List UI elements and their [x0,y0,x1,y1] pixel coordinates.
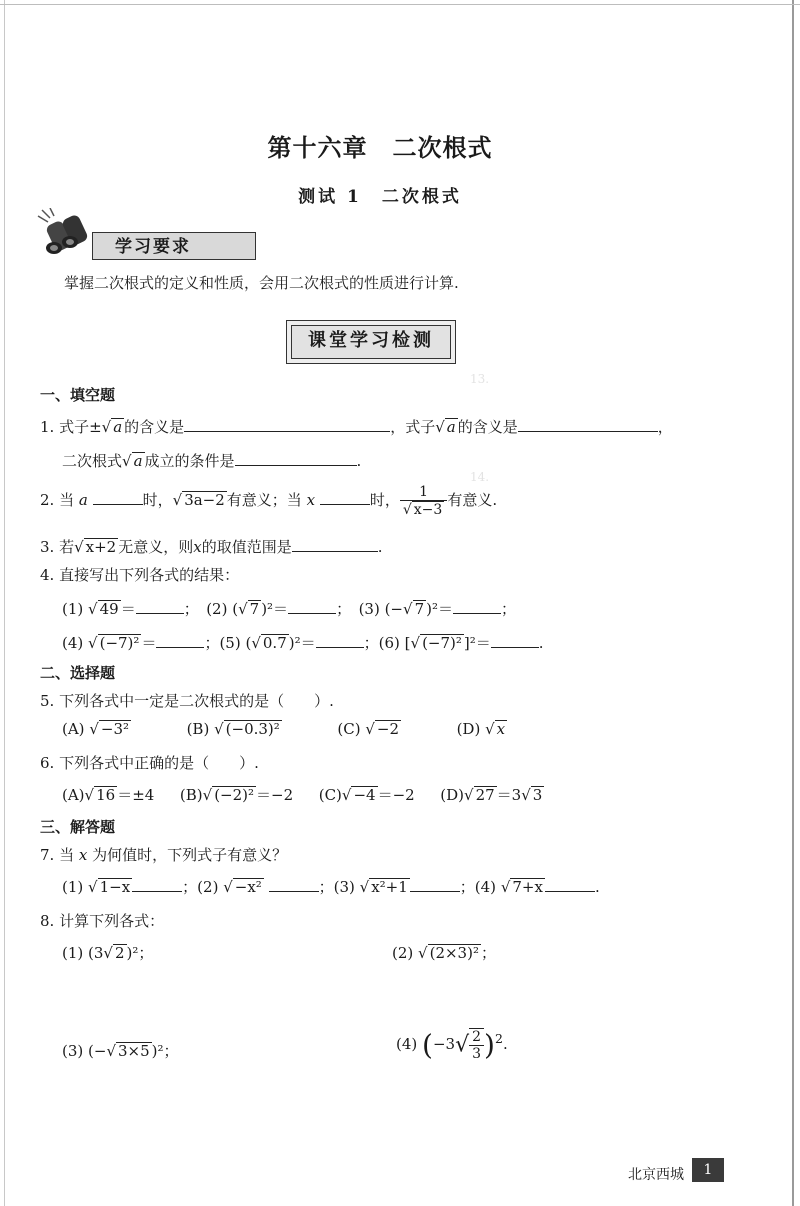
q8-text: )²； [126,944,154,962]
requirements-label: 学习要求 [92,232,256,260]
q6-option-c[interactable] [319,786,415,804]
option-label: (B) [179,786,203,804]
q2-text: 有意义；当 [226,491,302,509]
sqrt-icon: √ [202,786,213,804]
question-8-part-1 [62,942,153,963]
sqrt-icon: √ [418,944,428,962]
q5-option-c[interactable] [337,720,401,738]
q2-text: 有意义. [447,491,498,509]
q3-text: 3. 若 [40,538,75,556]
section-fill-blank: 一、填空题 [40,386,116,404]
bleed-through-mark: 14. [470,470,490,484]
option-radicand: (−0.3)² [225,720,280,738]
sqrt-icon: √ [84,786,95,804]
question-1-cont [62,450,361,471]
question-4: 4. 直接写出下列各式的结果： [40,566,240,584]
bleed-through-mark: 13. [470,372,490,386]
answer-blank[interactable] [545,877,595,892]
q7-radicand: 1−x [99,878,131,896]
option-label: (D) [456,720,481,738]
answer-blank[interactable] [491,633,539,648]
answer-blank[interactable] [288,599,336,614]
q8-radicand: 2 [114,944,125,962]
q4-part-label: (1) [62,600,84,618]
sqrt-icon: √ [88,634,98,652]
sqrt-icon: √ [359,878,370,896]
q7-var: x [78,846,88,864]
q4-radicand: 7 [414,600,425,618]
sqrt-icon: √ [455,1032,470,1058]
fraction-denominator: 3 [472,1046,482,1062]
fraction-denominator: x−3 [413,502,443,518]
sqrt-icon: √ [251,634,261,652]
option-radicand: 27 [475,786,495,804]
answer-blank[interactable] [184,417,390,432]
q4-part-label: ；(6) [ [363,634,411,652]
q7-radicand: −x² [234,878,262,896]
sqrt-icon: √ [464,786,474,804]
sqrt-icon: √ [341,786,352,804]
option-text: ＝−2 [377,786,415,804]
q8-part-label: (4) [396,1035,418,1053]
q4-part-label: ； (2) ( [183,600,239,618]
q5-option-b[interactable] [187,720,282,738]
sqrt-icon: √ [89,720,99,738]
q4-radicand: 7 [249,600,260,618]
q1-text: 的含义是 [457,418,518,436]
answer-blank[interactable] [292,537,378,552]
option-text: ＝±4 [117,786,155,804]
q7-radicand: x²+1 [371,878,408,896]
answer-blank[interactable] [410,877,460,892]
q7-text: . [594,878,600,896]
answer-blank[interactable] [235,451,357,466]
q4-text: . [538,634,544,652]
q4-text: ]²＝ [463,634,491,652]
q8-part-label: (1) (3 [62,944,104,962]
sqrt-icon: √ [103,944,113,962]
answer-blank[interactable] [132,877,182,892]
option-label: (A) [62,720,85,738]
q2-text: 时， [369,491,400,509]
sqrt-icon: √ [223,878,233,896]
q2-text: 时， [142,491,173,509]
answer-blank[interactable] [269,877,319,892]
q1b-text: 成立的条件是 [144,452,235,470]
q7-part-label: ；(2) [182,878,219,896]
q4-radicand: 49 [99,600,119,618]
q8-text: −3 [432,1035,456,1053]
sqrt-icon: √ [485,720,495,738]
q8-text: . [502,1035,508,1053]
q1-radicand: a [446,418,456,436]
q1-text: 的含义是 [124,418,185,436]
q6-option-b[interactable] [180,786,293,804]
q4-text: )²＝ [261,600,289,618]
q4-text: )²＝ [288,634,316,652]
q8-text: ； [480,944,496,962]
sqrt-icon: √ [172,491,183,509]
q1-text: 1. 式子± [40,418,102,436]
sqrt-icon: √ [101,418,112,436]
option-text: ＝−2 [256,786,294,804]
answer-blank[interactable] [93,490,143,505]
q3-var: x [193,538,202,556]
q7-part-label: ；(3) [318,878,355,896]
answer-blank[interactable] [320,490,370,505]
q6-option-a[interactable] [62,786,154,804]
option-radicand: (−2)² [214,786,255,804]
sqrt-icon: √ [214,720,224,738]
sqrt-icon: √ [403,600,413,618]
question-7 [40,844,287,865]
page-edge-left [4,0,5,1206]
q7-part-label: (1) [62,878,84,896]
option-radicand: 16 [96,786,116,804]
answer-blank[interactable] [316,633,364,648]
requirements-text: 掌握二次根式的定义和性质，会用二次根式的性质进行计算. [64,274,459,292]
q5-option-a[interactable] [62,720,131,738]
option-label: (D) [440,786,465,804]
sqrt-icon: √ [74,538,84,556]
q6-option-d[interactable] [440,786,544,804]
q2-var: a [78,491,88,509]
page-number: 1 [692,1158,724,1182]
binoculars-icon [36,208,100,264]
option-label: (C) [337,720,361,738]
classroom-box [286,320,456,364]
answer-blank[interactable] [136,599,184,614]
q4-text: )²＝ [426,600,453,618]
sqrt-icon: √ [88,878,98,896]
question-8-part-3 [62,1040,179,1061]
question-3 [40,536,383,557]
question-6: 6. 下列各式中正确的是（ ）. [40,754,259,772]
option-label: (C) [318,786,342,804]
q1-text: ， [657,418,673,436]
sqrt-icon: √ [88,600,98,618]
q3-radicand: x+2 [85,538,117,556]
sqrt-icon: √ [410,634,421,652]
q7-text: 为何值时，下列式子有意义？ [92,846,288,864]
q4-part-label: ；(5) ( [204,634,252,652]
q4-radicand: (−7)² [422,634,462,652]
answer-blank[interactable] [453,599,501,614]
q3-text: 无意义，则 [118,538,194,556]
question-1 [40,416,673,437]
q8-radicand: (2×3)² [429,944,479,962]
test-title: 测试 1 二次根式 [298,187,462,207]
option-radicand: x [496,720,506,738]
q2-radicand: 3a−2 [184,491,225,509]
footer-location: 北京西城 [628,1167,684,1183]
q3-text: 的取值范围是 [201,538,292,556]
question-8-part-2 [392,942,496,963]
q4-part-label: ； (3) (− [336,600,403,618]
question-7-parts [62,876,600,897]
classroom-box-label: 课堂学习检测 [291,325,451,359]
sqrt-icon: √ [106,1042,116,1060]
q4-text: ； [500,600,516,618]
question-4-row-2: (4) √ (−7)² ＝ ；(5) (√ 0.7 )²＝ ；(6) [√ (−7)² ]²＝ . [62,634,544,652]
question-5-options [62,720,507,738]
fraction-numerator: 1 [400,484,447,501]
page-edge-top [0,4,800,5]
answer-blank[interactable] [518,417,658,432]
q2-text: 2. 当 [40,491,75,509]
q2-var: x [306,491,316,509]
sqrt-icon: √ [402,502,412,518]
q3-text: . [377,538,383,556]
q8-text: )²； [151,1042,179,1060]
q1-radicand: a [113,418,123,436]
q1b-radicand: a [133,452,143,470]
q4-radicand: 0.7 [262,634,287,652]
sqrt-icon: √ [122,452,132,470]
q1b-text: . [356,452,362,470]
sqrt-icon: √ [365,720,375,738]
sqrt-icon: √ [435,418,445,436]
fraction-numerator: 2 [469,1029,484,1046]
option-label: (A) [62,786,85,804]
q8-part-label: (2) [392,944,414,962]
section-solve: 三、解答题 [40,818,116,836]
q7-radicand: 7+x [512,878,543,896]
page-edge-right [792,0,794,1206]
q8-radicand: 3×5 [118,1042,150,1060]
section-choice: 二、选择题 [40,664,116,682]
option-radicand: −2 [376,720,400,738]
q1-text: ，式子 [390,418,436,436]
q7-part-label: ；(4) [459,878,497,896]
q5-option-d[interactable] [457,720,508,738]
question-6-options [62,784,544,805]
q1b-text: 二次根式 [62,452,123,470]
question-4-row-1: (1) √ 49 ＝ ； (2) (√ 7 )²＝ ； (3) (−√ 7 )²＝ ； [62,600,516,618]
q2-fraction [400,484,447,518]
q4-part-label: (4) [62,634,84,652]
q7-text: 7. 当 [40,846,75,864]
option-radicand: 3 [532,786,543,804]
question-8: 8. 计算下列各式： [40,912,165,930]
sqrt-icon: √ [500,878,511,896]
option-radicand: −3² [100,720,130,738]
option-text: ＝3 [496,786,522,804]
requirements-badge [36,208,236,264]
option-radicand: −4 [353,786,376,804]
q8-fraction [469,1028,484,1062]
option-label: (B) [186,720,210,738]
question-2 [40,484,497,518]
question-5: 5. 下列各式中一定是二次根式的是（ ）. [40,692,334,710]
sqrt-icon: √ [238,600,248,618]
answer-blank[interactable] [156,633,204,648]
chapter-title: 第十六章 二次根式 [267,133,493,162]
sqrt-icon: √ [521,786,531,804]
question-8-part-4: (4) (−3√ $\frac{2}{3}$ )$^2$. [396,1028,508,1062]
q8-part-label: (3) (− [62,1042,107,1060]
q4-radicand: (−7)² [99,634,140,652]
